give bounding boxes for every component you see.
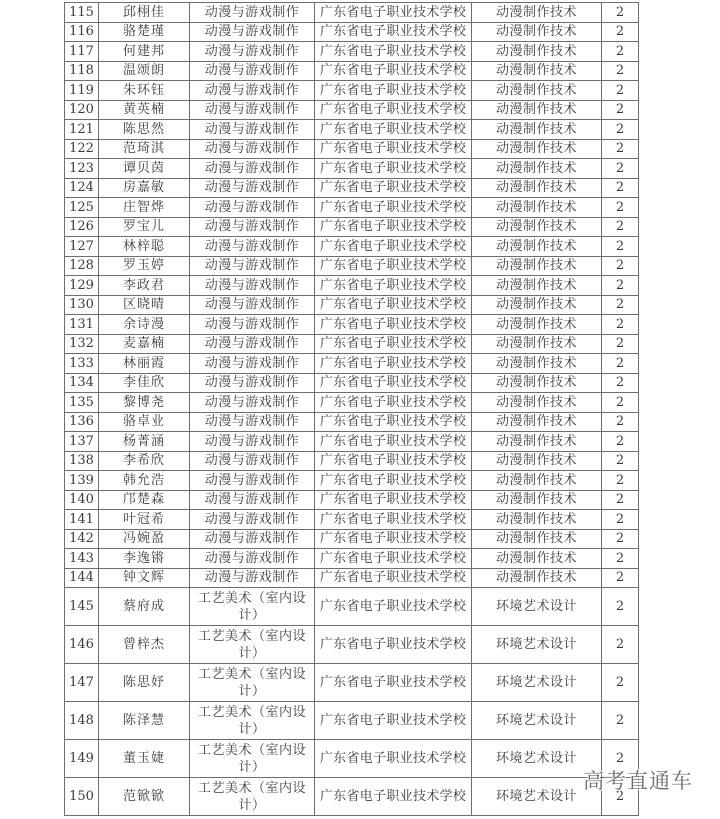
count-cell: 2 (602, 120, 639, 140)
admitted-program-cell: 动漫制作技术 (472, 139, 602, 159)
student-name-cell: 罗宝儿 (99, 217, 190, 237)
secondary-major-cell: 动漫与游戏制作 (190, 529, 315, 549)
table-row (65, 354, 639, 374)
student-name-cell: 曾梓杰 (99, 626, 190, 664)
student-name-cell: 房嘉敏 (99, 178, 190, 198)
secondary-major-cell: 动漫与游戏制作 (190, 432, 315, 452)
row-number-cell: 132 (65, 334, 99, 354)
table-row (65, 315, 639, 335)
secondary-major-cell: 动漫与游戏制作 (190, 256, 315, 276)
row-number-cell: 136 (65, 412, 99, 432)
row-number-cell: 149 (65, 740, 99, 778)
school-name-cell: 广东省电子职业技术学校 (315, 568, 472, 588)
school-name-cell: 广东省电子职业技术学校 (315, 626, 472, 664)
row-number-cell: 144 (65, 568, 99, 588)
count-cell: 2 (602, 702, 639, 740)
watermark: 高考直通车 (583, 769, 693, 793)
table-row (65, 159, 639, 179)
student-name-cell: 余诗漫 (99, 315, 190, 335)
student-name-cell: 钟文辉 (99, 568, 190, 588)
admitted-program-cell: 环境艺术设计 (472, 626, 602, 664)
count-cell: 2 (602, 354, 639, 374)
count-cell: 2 (602, 549, 639, 569)
secondary-major-cell: 动漫与游戏制作 (190, 139, 315, 159)
table-row (65, 549, 639, 569)
row-number-cell: 133 (65, 354, 99, 374)
secondary-major-cell: 动漫与游戏制作 (190, 120, 315, 140)
row-number-cell: 146 (65, 626, 99, 664)
row-number-cell: 129 (65, 276, 99, 296)
student-name-cell: 何建邦 (99, 42, 190, 62)
count-cell: 2 (602, 529, 639, 549)
table-row (65, 22, 639, 42)
secondary-major-cell: 工艺美术（室内设计） (190, 588, 315, 626)
row-number-cell: 126 (65, 217, 99, 237)
row-number-cell: 142 (65, 529, 99, 549)
secondary-major-cell: 动漫与游戏制作 (190, 334, 315, 354)
student-name-cell: 李政君 (99, 276, 190, 296)
school-name-cell: 广东省电子职业技术学校 (315, 549, 472, 569)
student-name-cell: 范琦淇 (99, 139, 190, 159)
admitted-program-cell: 动漫制作技术 (472, 529, 602, 549)
row-number-cell: 121 (65, 120, 99, 140)
school-name-cell: 广东省电子职业技术学校 (315, 217, 472, 237)
count-cell: 2 (602, 315, 639, 335)
row-number-cell: 123 (65, 159, 99, 179)
table-row (65, 490, 639, 510)
secondary-major-cell: 动漫与游戏制作 (190, 451, 315, 471)
count-cell: 2 (602, 217, 639, 237)
row-number-cell: 134 (65, 373, 99, 393)
school-name-cell: 广东省电子职业技术学校 (315, 490, 472, 510)
row-number-cell: 118 (65, 61, 99, 81)
table-row (65, 217, 639, 237)
count-cell: 2 (602, 178, 639, 198)
table-row (65, 740, 639, 778)
school-name-cell: 广东省电子职业技术学校 (315, 334, 472, 354)
student-name-cell: 蔡府成 (99, 588, 190, 626)
count-cell: 2 (602, 198, 639, 218)
row-number-cell: 150 (65, 778, 99, 816)
secondary-major-cell: 动漫与游戏制作 (190, 159, 315, 179)
secondary-major-cell: 动漫与游戏制作 (190, 178, 315, 198)
secondary-major-cell: 工艺美术（室内设计） (190, 740, 315, 778)
school-name-cell: 广东省电子职业技术学校 (315, 81, 472, 101)
table-row (65, 588, 639, 626)
student-name-cell: 陈思然 (99, 120, 190, 140)
row-number-cell: 119 (65, 81, 99, 101)
row-number-cell: 115 (65, 3, 99, 23)
secondary-major-cell: 动漫与游戏制作 (190, 412, 315, 432)
admitted-program-cell: 动漫制作技术 (472, 295, 602, 315)
table-row (65, 120, 639, 140)
school-name-cell: 广东省电子职业技术学校 (315, 354, 472, 374)
school-name-cell: 广东省电子职业技术学校 (315, 159, 472, 179)
secondary-major-cell: 动漫与游戏制作 (190, 490, 315, 510)
secondary-major-cell: 动漫与游戏制作 (190, 81, 315, 101)
school-name-cell: 广东省电子职业技术学校 (315, 451, 472, 471)
secondary-major-cell: 动漫与游戏制作 (190, 295, 315, 315)
secondary-major-cell: 动漫与游戏制作 (190, 217, 315, 237)
table-row (65, 256, 639, 276)
admitted-program-cell: 动漫制作技术 (472, 393, 602, 413)
admission-list-table (64, 2, 639, 816)
row-number-cell: 125 (65, 198, 99, 218)
student-name-cell: 黄英楠 (99, 100, 190, 120)
table-row (65, 237, 639, 257)
row-number-cell: 116 (65, 22, 99, 42)
school-name-cell: 广东省电子职业技术学校 (315, 315, 472, 335)
secondary-major-cell: 工艺美术（室内设计） (190, 664, 315, 702)
admitted-program-cell: 动漫制作技术 (472, 510, 602, 530)
admitted-program-cell: 动漫制作技术 (472, 373, 602, 393)
school-name-cell: 广东省电子职业技术学校 (315, 139, 472, 159)
student-name-cell: 邝楚森 (99, 490, 190, 510)
row-number-cell: 143 (65, 549, 99, 569)
secondary-major-cell: 动漫与游戏制作 (190, 373, 315, 393)
admitted-program-cell: 动漫制作技术 (472, 120, 602, 140)
count-cell: 2 (602, 334, 639, 354)
admitted-program-cell: 动漫制作技术 (472, 100, 602, 120)
table-row (65, 295, 639, 315)
secondary-major-cell: 动漫与游戏制作 (190, 61, 315, 81)
table-row (65, 276, 639, 296)
admitted-program-cell: 动漫制作技术 (472, 198, 602, 218)
table-row (65, 139, 639, 159)
admitted-program-cell: 动漫制作技术 (472, 42, 602, 62)
admitted-program-cell: 环境艺术设计 (472, 664, 602, 702)
school-name-cell: 广东省电子职业技术学校 (315, 295, 472, 315)
count-cell: 2 (602, 61, 639, 81)
admitted-program-cell: 动漫制作技术 (472, 237, 602, 257)
table-row (65, 451, 639, 471)
school-name-cell: 广东省电子职业技术学校 (315, 664, 472, 702)
secondary-major-cell: 动漫与游戏制作 (190, 354, 315, 374)
school-name-cell: 广东省电子职业技术学校 (315, 529, 472, 549)
admitted-program-cell: 动漫制作技术 (472, 315, 602, 335)
school-name-cell: 广东省电子职业技术学校 (315, 276, 472, 296)
student-name-cell: 董玉婕 (99, 740, 190, 778)
school-name-cell: 广东省电子职业技术学校 (315, 432, 472, 452)
school-name-cell: 广东省电子职业技术学校 (315, 178, 472, 198)
secondary-major-cell: 动漫与游戏制作 (190, 276, 315, 296)
school-name-cell: 广东省电子职业技术学校 (315, 471, 472, 491)
admitted-program-cell: 动漫制作技术 (472, 159, 602, 179)
student-name-cell: 骆楚瑾 (99, 22, 190, 42)
school-name-cell: 广东省电子职业技术学校 (315, 588, 472, 626)
secondary-major-cell: 动漫与游戏制作 (190, 510, 315, 530)
table-row (65, 3, 639, 23)
count-cell: 2 (602, 568, 639, 588)
row-number-cell: 140 (65, 490, 99, 510)
student-name-cell: 庄智烨 (99, 198, 190, 218)
admitted-program-cell: 环境艺术设计 (472, 588, 602, 626)
table-row (65, 778, 639, 816)
count-cell: 2 (602, 432, 639, 452)
table-row (65, 81, 639, 101)
table-row (65, 334, 639, 354)
table-row (65, 471, 639, 491)
count-cell: 2 (602, 373, 639, 393)
count-cell: 2 (602, 237, 639, 257)
count-cell: 2 (602, 22, 639, 42)
school-name-cell: 广东省电子职业技术学校 (315, 393, 472, 413)
school-name-cell: 广东省电子职业技术学校 (315, 256, 472, 276)
student-name-cell: 陈泽慧 (99, 702, 190, 740)
admitted-program-cell: 动漫制作技术 (472, 568, 602, 588)
admitted-program-cell: 动漫制作技术 (472, 256, 602, 276)
school-name-cell: 广东省电子职业技术学校 (315, 22, 472, 42)
student-name-cell: 冯婉盈 (99, 529, 190, 549)
row-number-cell: 120 (65, 100, 99, 120)
row-number-cell: 127 (65, 237, 99, 257)
secondary-major-cell: 动漫与游戏制作 (190, 315, 315, 335)
table-body (65, 3, 639, 816)
school-name-cell: 广东省电子职业技术学校 (315, 237, 472, 257)
secondary-major-cell: 动漫与游戏制作 (190, 100, 315, 120)
student-name-cell: 杨菁涵 (99, 432, 190, 452)
student-name-cell: 范锨锨 (99, 778, 190, 816)
table-row (65, 178, 639, 198)
count-cell: 2 (602, 664, 639, 702)
admitted-program-cell: 动漫制作技术 (472, 178, 602, 198)
student-name-cell: 谭贝茵 (99, 159, 190, 179)
student-name-cell: 叶冠希 (99, 510, 190, 530)
table-row (65, 664, 639, 702)
student-name-cell: 李希欣 (99, 451, 190, 471)
row-number-cell: 148 (65, 702, 99, 740)
student-name-cell: 温颂朗 (99, 61, 190, 81)
admitted-program-cell: 动漫制作技术 (472, 354, 602, 374)
admitted-program-cell: 动漫制作技术 (472, 276, 602, 296)
table-row (65, 373, 639, 393)
admitted-program-cell: 动漫制作技术 (472, 432, 602, 452)
admitted-program-cell: 动漫制作技术 (472, 490, 602, 510)
admitted-program-cell: 动漫制作技术 (472, 217, 602, 237)
school-name-cell: 广东省电子职业技术学校 (315, 412, 472, 432)
student-name-cell: 骆卓业 (99, 412, 190, 432)
secondary-major-cell: 动漫与游戏制作 (190, 471, 315, 491)
count-cell: 2 (602, 42, 639, 62)
row-number-cell: 122 (65, 139, 99, 159)
row-number-cell: 130 (65, 295, 99, 315)
count-cell: 2 (602, 451, 639, 471)
admitted-program-cell: 动漫制作技术 (472, 549, 602, 569)
row-number-cell: 117 (65, 42, 99, 62)
count-cell: 2 (602, 256, 639, 276)
row-number-cell: 139 (65, 471, 99, 491)
admitted-program-cell: 动漫制作技术 (472, 412, 602, 432)
secondary-major-cell: 动漫与游戏制作 (190, 3, 315, 23)
admitted-program-cell: 环境艺术设计 (472, 778, 602, 816)
student-name-cell: 区晓晴 (99, 295, 190, 315)
table-row (65, 412, 639, 432)
table-row (65, 100, 639, 120)
admitted-program-cell: 环境艺术设计 (472, 740, 602, 778)
secondary-major-cell: 动漫与游戏制作 (190, 42, 315, 62)
table-row (65, 529, 639, 549)
count-cell: 2 (602, 295, 639, 315)
count-cell: 2 (602, 3, 639, 23)
row-number-cell: 124 (65, 178, 99, 198)
row-number-cell: 147 (65, 664, 99, 702)
secondary-major-cell: 动漫与游戏制作 (190, 198, 315, 218)
secondary-major-cell: 工艺美术（室内设计） (190, 702, 315, 740)
student-name-cell: 朱环钰 (99, 81, 190, 101)
admission-list-table-container (64, 2, 637, 816)
count-cell: 2 (602, 393, 639, 413)
admitted-program-cell: 动漫制作技术 (472, 471, 602, 491)
school-name-cell: 广东省电子职业技术学校 (315, 740, 472, 778)
row-number-cell: 131 (65, 315, 99, 335)
student-name-cell: 林丽霞 (99, 354, 190, 374)
secondary-major-cell: 动漫与游戏制作 (190, 237, 315, 257)
count-cell: 2 (602, 740, 639, 778)
count-cell: 2 (602, 159, 639, 179)
school-name-cell: 广东省电子职业技术学校 (315, 702, 472, 740)
count-cell: 2 (602, 139, 639, 159)
table-row (65, 42, 639, 62)
table-row (65, 568, 639, 588)
table-row (65, 432, 639, 452)
student-name-cell: 陈思妤 (99, 664, 190, 702)
school-name-cell: 广东省电子职业技术学校 (315, 778, 472, 816)
count-cell: 2 (602, 778, 639, 816)
row-number-cell: 137 (65, 432, 99, 452)
student-name-cell: 李逸锵 (99, 549, 190, 569)
count-cell: 2 (602, 100, 639, 120)
student-name-cell: 林梓聪 (99, 237, 190, 257)
admitted-program-cell: 动漫制作技术 (472, 3, 602, 23)
table-row (65, 61, 639, 81)
table-row (65, 198, 639, 218)
count-cell: 2 (602, 490, 639, 510)
student-name-cell: 邱栩佳 (99, 3, 190, 23)
student-name-cell: 李佳欣 (99, 373, 190, 393)
count-cell: 2 (602, 588, 639, 626)
secondary-major-cell: 工艺美术（室内设计） (190, 778, 315, 816)
table-row (65, 510, 639, 530)
school-name-cell: 广东省电子职业技术学校 (315, 510, 472, 530)
admitted-program-cell: 动漫制作技术 (472, 61, 602, 81)
count-cell: 2 (602, 412, 639, 432)
school-name-cell: 广东省电子职业技术学校 (315, 61, 472, 81)
count-cell: 2 (602, 276, 639, 296)
row-number-cell: 135 (65, 393, 99, 413)
table-row (65, 702, 639, 740)
school-name-cell: 广东省电子职业技术学校 (315, 42, 472, 62)
row-number-cell: 128 (65, 256, 99, 276)
school-name-cell: 广东省电子职业技术学校 (315, 3, 472, 23)
school-name-cell: 广东省电子职业技术学校 (315, 373, 472, 393)
row-number-cell: 141 (65, 510, 99, 530)
admitted-program-cell: 动漫制作技术 (472, 81, 602, 101)
secondary-major-cell: 动漫与游戏制作 (190, 22, 315, 42)
row-number-cell: 138 (65, 451, 99, 471)
row-number-cell: 145 (65, 588, 99, 626)
count-cell: 2 (602, 471, 639, 491)
secondary-major-cell: 动漫与游戏制作 (190, 393, 315, 413)
admitted-program-cell: 动漫制作技术 (472, 451, 602, 471)
school-name-cell: 广东省电子职业技术学校 (315, 198, 472, 218)
secondary-major-cell: 工艺美术（室内设计） (190, 626, 315, 664)
school-name-cell: 广东省电子职业技术学校 (315, 100, 472, 120)
student-name-cell: 麦嘉楠 (99, 334, 190, 354)
table-row (65, 626, 639, 664)
secondary-major-cell: 动漫与游戏制作 (190, 549, 315, 569)
secondary-major-cell: 动漫与游戏制作 (190, 568, 315, 588)
count-cell: 2 (602, 81, 639, 101)
admitted-program-cell: 环境艺术设计 (472, 702, 602, 740)
count-cell: 2 (602, 510, 639, 530)
admitted-program-cell: 动漫制作技术 (472, 334, 602, 354)
table-row (65, 393, 639, 413)
student-name-cell: 黎博尧 (99, 393, 190, 413)
count-cell: 2 (602, 626, 639, 664)
student-name-cell: 罗玉婷 (99, 256, 190, 276)
school-name-cell: 广东省电子职业技术学校 (315, 120, 472, 140)
admitted-program-cell: 动漫制作技术 (472, 22, 602, 42)
student-name-cell: 韩允浩 (99, 471, 190, 491)
